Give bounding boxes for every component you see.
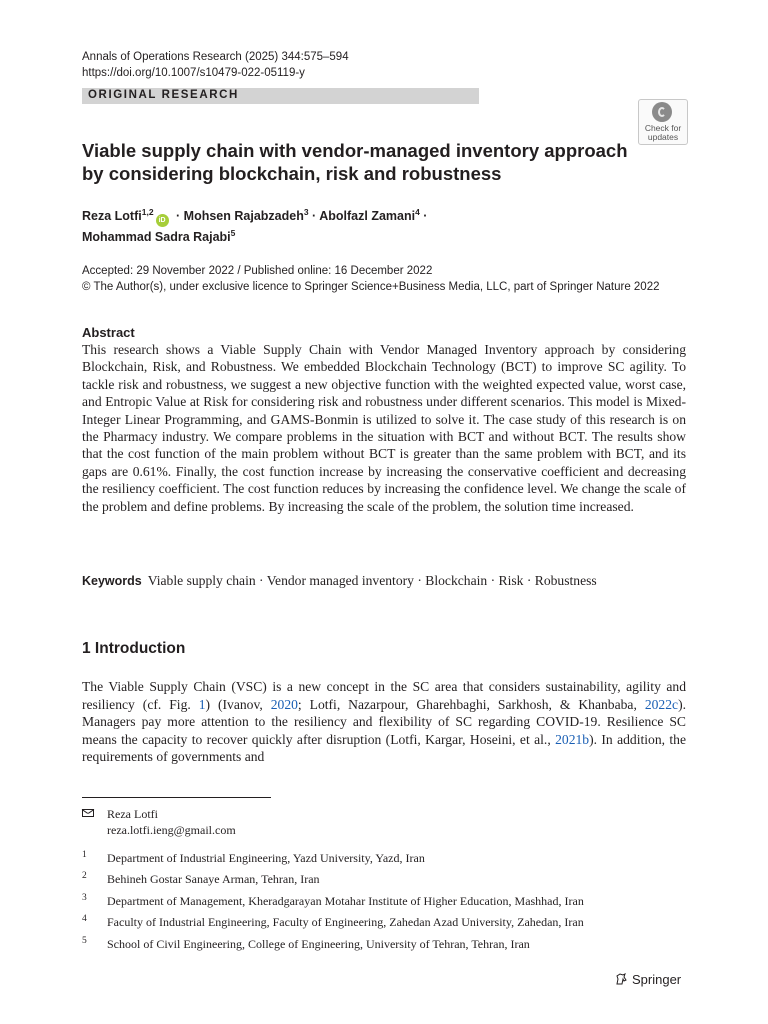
author-name[interactable]: Mohammad Sadra Rajabi [82, 230, 231, 244]
author-affil-sup: 4 [415, 206, 420, 217]
abstract-text: This research shows a Viable Supply Chain with Vendor Managed Inventory approach by considering Blockchain, Risk, and Robustness. We embedded Blockchain Technology (BCT) to improve SC agility. To tackle risk and robustness, we suggest a new objective function with the weighted expected value, worst case, and Entropic Value at Risk for considering risk and robustness under different scenarios. This model is Mixed-Integer Linear Programming, and GAMS-Bonmin is utilized to solve it. The case study of this research is on the Pharmacy industry. We compare problems in the situation with BCT and without BCT. The results show that the cost function of the main problem without BCT is greater than the same problem with BCT, and its gaps are 0.61%. Finally, the cost function increase by increasing the conservative coefficient and decreasing the resiliency coefficient. The cost function reduces by increasing the confidence level. We change the scale of the problem and define problems. By increasing the scale of the problem, the solution time increased. [82, 342, 686, 514]
journal-header [82, 49, 349, 81]
author-name[interactable]: Abolfazl Zamani [319, 209, 416, 223]
article-title: Viable supply chain with vendor-managed inventory approach by considering blockchain, risk and robustness [82, 140, 628, 184]
intro-text: ) (Ivanov, [205, 696, 271, 712]
journal-citation: Annals of Operations Research (2025) 344:575–594 [82, 51, 349, 63]
check-updates-line2: updates [647, 132, 679, 142]
doi-link[interactable]: https://doi.org/10.1007/s10479-022-05119-y [82, 67, 305, 79]
contact-name: Reza Lotfi [107, 807, 158, 821]
affiliation-text: Department of Management, Kheradgarayan Motahar Institute of Higher Education, Mashhad, Iran [107, 894, 584, 908]
author-affil-sup: 3 [303, 206, 309, 217]
article-type-label: ORIGINAL RESEARCH [88, 89, 239, 101]
citation-link[interactable]: 2020 [270, 696, 298, 712]
abstract-heading: Abstract [82, 325, 135, 340]
keywords [82, 572, 686, 590]
check-updates-icon [652, 102, 672, 122]
intro-text: ; Lotfi, Nazarpour, Gharehbaghi, Sarkhosh, & Khanbaba, [297, 696, 645, 712]
affiliation-number: 3 [82, 893, 87, 903]
citation-link[interactable]: 2021b [555, 731, 590, 747]
affiliation-number: 4 [82, 914, 87, 924]
publisher-name: Springer [632, 972, 682, 987]
author-separator: · [419, 209, 428, 223]
affiliation-text: Department of Industrial Engineering, Yazd University, Yazd, Iran [107, 851, 425, 865]
corresponding-author [82, 806, 342, 838]
intro-text: ). Managers pay more attention to the resiliency and flexibility of SC regarding COVID-19. Resilience SC means the capacity to recover quickly after disruption (Lotfi, Kargar, Hoseini, et al., [82, 696, 686, 747]
footnote-divider [82, 797, 271, 798]
copyright-line: © The Author(s), under exclusive licence to Springer Science+Business Media, LLC, part of Springer Nature 2022 [82, 281, 660, 293]
author-separator: · [308, 209, 320, 223]
check-updates-line1: Check for [644, 123, 682, 133]
intro-text: ). In addition, the requirements of governments and [82, 731, 686, 765]
publication-info [82, 263, 660, 295]
affiliation-number: 1 [82, 850, 87, 860]
author-separator: · [172, 209, 184, 223]
author-affil-sup: 5 [230, 227, 236, 238]
author-name[interactable]: Reza Lotfi [82, 209, 142, 223]
orcid-icon[interactable]: iD [156, 214, 169, 227]
citation-link[interactable]: 2022c [644, 696, 679, 712]
author-name[interactable]: Mohsen Rajabzadeh [183, 209, 304, 223]
dates-line: Accepted: 29 November 2022 / Published online: 16 December 2022 [82, 265, 433, 277]
affiliation-number: 2 [82, 871, 87, 881]
keywords-label: Keywords [82, 574, 142, 588]
author-list [82, 206, 642, 248]
springer-horse-icon [614, 972, 628, 986]
article-type-bar [82, 88, 479, 104]
check-for-updates-badge[interactable] [638, 99, 688, 145]
figure-link[interactable]: 1 [198, 696, 206, 712]
affiliation-number: 5 [82, 936, 87, 946]
publisher-logo [614, 972, 681, 987]
keywords-list: Viable supply chain · Vendor managed inventory · Blockchain · Risk · Robustness [147, 573, 597, 588]
contact-email[interactable]: reza.lotfi.ieng@gmail.com [107, 823, 236, 837]
author-affil-sup: 1,2 [141, 206, 154, 217]
affiliation-text: Behineh Gostar Sanaye Arman, Tehran, Iran [107, 872, 320, 886]
section-heading-introduction: 1 Introduction [82, 640, 186, 657]
mail-icon [82, 809, 94, 817]
contact-block [107, 806, 236, 838]
affiliation-text: School of Civil Engineering, College of Engineering, University of Tehran, Tehran, Iran [107, 937, 530, 951]
introduction-paragraph [82, 678, 686, 766]
intro-text: The Viable Supply Chain (VSC) is a new concept in the SC area that considers sustainability, agility and resiliency (cf. Fig. [82, 679, 686, 712]
affiliation-text: Faculty of Industrial Engineering, Faculty of Engineering, Zahedan Azad University, Zahedan, Iran [107, 915, 584, 929]
